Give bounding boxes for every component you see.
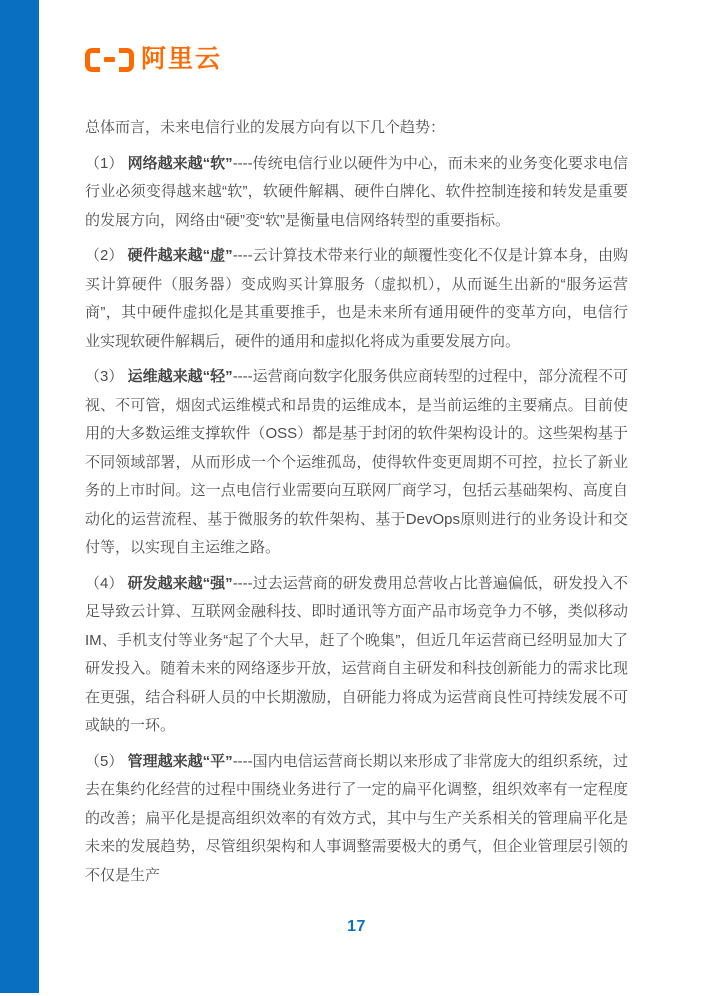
page-footer (85, 918, 628, 936)
paragraph-4-text: ----过去运营商的研发费用总营收占比普遍偏低，研发投入不足导致云计算、互联网金融科技、即时通讯等方面产品市场竞争力不够，类似移动IM、手机支付等业务“起了个大早，赶了个晚集”，但近几年运营商已经明显加大了研发投入。随着未来的网络逐步开放，运营商自主研发和科技创新能力的需求比现在更强，结合科研人员的中长期激励，自研能力将成为运营商良性可持续发展不可或缺的一环。 (85, 574, 629, 734)
paragraph-5-number: （5） (85, 752, 128, 770)
paragraph-1-text: ----传统电信行业以硬件为中心，而未来的业务变化要求电信行业必须变得越来越“软”，软硬件解耦、硬件白牌化、软件控制连接和转发是重要的发展方向，网络由“硬”变“软”是衡量电信网络转型的重要指标。 (85, 154, 629, 229)
paragraph-5-heading: 管理越来越“平” (127, 752, 233, 770)
trend-paragraph-4 (85, 570, 628, 741)
bracket-dash-icon (104, 57, 115, 62)
trend-paragraph-1 (85, 150, 628, 236)
page-number: 17 (347, 918, 366, 935)
paragraph-1-number: （1） (85, 154, 128, 172)
trend-paragraph-5 (85, 748, 628, 891)
paragraph-3-text: ----运营商向数字化服务供应商转型的过程中，部分流程不可视、不可管，烟囱式运维模式和昂贵的运维成本，是当前运维的主要痛点。目前使用的大多数运维支撑软件（OSS）都是基于封闭的软件架构设计的。这些架构基于不同领域部署，从而形成一个个运维孤岛，使得软件变更周期不可控，拉长了新业务的上市时间。这一点电信行业需要向互联网厂商学习，包括云基础架构、高度自动化的运营流程、基于微服务的软件架构、基于DevOps原则进行的业务设计和交付等，以实现自主运维之路。 (85, 368, 629, 556)
paragraph-1-heading: 网络越来越“软” (127, 154, 233, 172)
paragraph-4-number: （4） (85, 574, 128, 592)
paragraph-3-heading: 运维越来越“轻” (127, 368, 233, 385)
brand-name: 阿里云 (141, 45, 223, 73)
bracket-right-icon (119, 48, 134, 72)
intro-line: 总体而言，未来电信行业的发展方向有以下几个趋势： (85, 119, 446, 136)
alibaba-cloud-logo (85, 46, 222, 73)
paragraph-5-text: ----国内电信运营商长期以来形成了非常庞大的组织系统，过去在集约化经营的过程中围绕业务进行了一定的扁平化调整，组织效率有一定程度的改善；扁平化是提高组织效率的有效方式，其中与生产关系相关的管理扁平化是未来的发展趋势，尽管组织架构和人事调整需要极大的勇气，但企业管理层引领的不仅是生产 (85, 752, 629, 884)
trend-paragraph-3 (85, 363, 628, 563)
bracket-left-icon (85, 48, 100, 72)
paragraph-2-text: ----云计算技术带来行业的颠覆性变化不仅是计算本身，由购买计算硬件（服务器）变成购买计算服务（虚拟机），从而诞生出新的“服务运营商”，其中硬件虚拟化是其重要推手，也是未来所有通用硬件的变革方向，电信行业实现软硬件解耦后，硬件的通用和虚拟化将成为重要发展方向。 (85, 247, 629, 350)
page-content (85, 114, 628, 897)
paragraph-3-number: （3） (85, 368, 128, 385)
paragraph-4-heading: 研发越来越“强” (127, 574, 233, 592)
left-accent-bar (0, 0, 39, 993)
trend-paragraph-2 (85, 242, 628, 356)
alibaba-cloud-bracket-icon (85, 48, 134, 72)
paragraph-2-heading: 硬件越来越“虚” (127, 247, 233, 264)
paragraph-2-number: （2） (85, 247, 128, 264)
